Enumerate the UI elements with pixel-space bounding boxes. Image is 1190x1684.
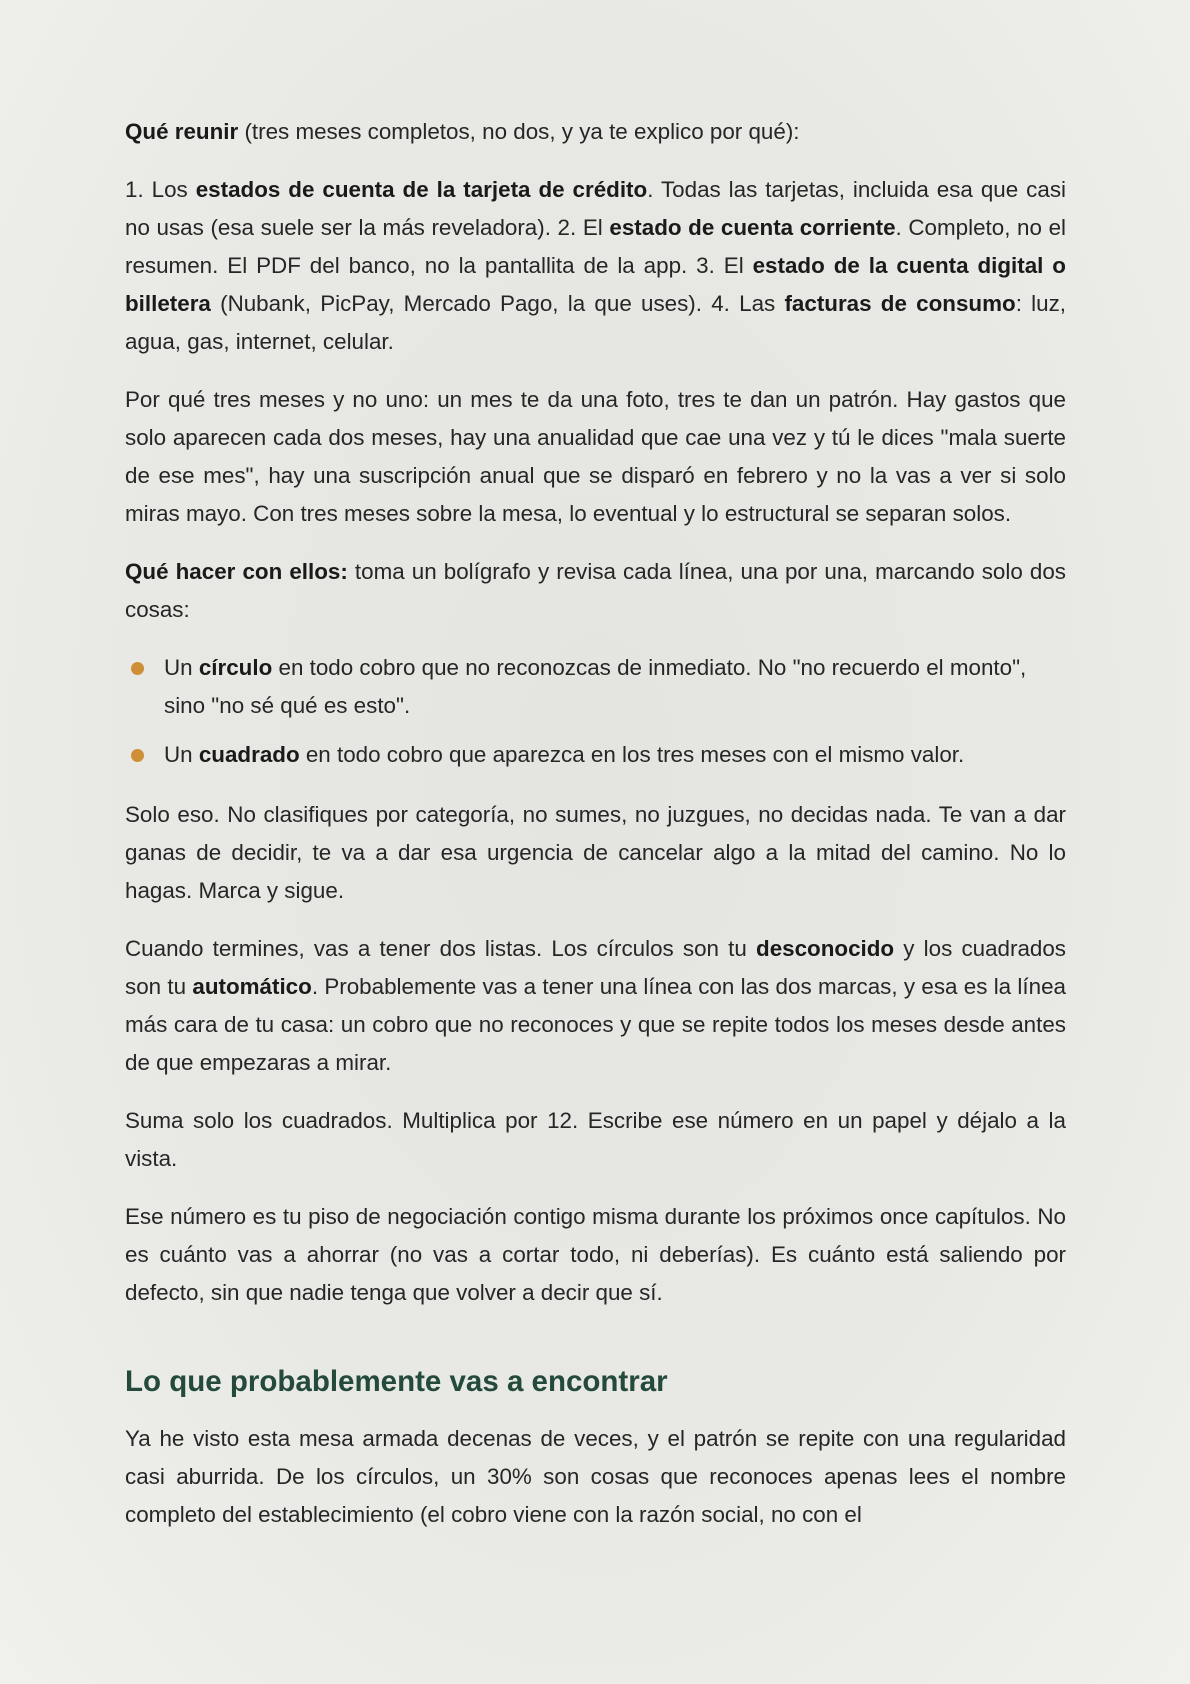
- text-run: : luz, agua, gas, internet, celular.: [125, 291, 1066, 354]
- bold-digital-wallet-statement: estado de la cuenta digital o billetera: [125, 253, 1066, 316]
- what-to-do-label: Qué hacer con ellos:: [125, 559, 348, 584]
- bullet-dot-icon: [131, 749, 144, 762]
- text-run: . Todas las tarjetas, incluida esa que casi no usas (esa suele ser la más reveladora). 2. El: [125, 177, 1066, 240]
- text-run: 1. Los: [125, 177, 196, 202]
- marking-bullet-list: [125, 649, 1066, 774]
- text-run: y los cuadrados son tu: [125, 936, 1067, 999]
- documents-list-paragraph: [125, 171, 1066, 361]
- closing-paragraph: Ya he visto esta mesa armada decenas de veces, y el patrón se repite con una regularidad casi aburrida. De los círculos, un 30% son cosas que reconoces apenas lees el nombre completo del establecimiento (el cobro viene con la razón social, no con el: [125, 1426, 1066, 1527]
- two-lists-paragraph: [125, 930, 1066, 1082]
- bold-automatic-term: automático: [192, 974, 312, 999]
- intro-text: (tres meses completos, no dos, y ya te explico por qué):: [238, 119, 800, 144]
- list-item: [125, 736, 1066, 774]
- bold-unknown-term: desconocido: [756, 936, 895, 961]
- sum-squares-paragraph: Suma solo los cuadrados. Multiplica por 12. Escribe ese número en un papel y déjalo a la vista.: [125, 1108, 1066, 1171]
- list-item: [125, 649, 1066, 725]
- text-run: en todo cobro que no reconozcas de inmediato. No "no recuerdo el monto", sino "no sé qué es esto".: [164, 655, 1027, 718]
- only-that-paragraph: Solo eso. No clasifiques por categoría, no sumes, no juzgues, no decidas nada. Te van a dar ganas de decidir, te va a dar esa urgencia de cancelar algo a la mitad del camino. No lo hagas. Marca y sigue.: [125, 802, 1066, 903]
- bold-circle-term: círculo: [198, 655, 273, 680]
- why-three-months-paragraph: Por qué tres meses y no uno: un mes te da una foto, tres te dan un patrón. Hay gastos que solo aparecen cada dos meses, hay una anualidad que cae una vez y tú le dices "mala suerte de ese mes", hay una suscripción anual que se disparó en febrero y no la vas a ver si solo miras mayo. Con tres meses sobre la mesa, lo eventual y lo estructural se separan solos.: [125, 387, 1066, 526]
- text-run: Un: [164, 655, 199, 680]
- what-to-do-paragraph: [125, 553, 1066, 629]
- intro-label: Qué reunir: [125, 119, 239, 144]
- text-run: . Completo, no el resumen. El PDF del banco, no la pantallita de la app. 3. El: [125, 215, 1067, 278]
- bold-square-term: cuadrado: [198, 742, 300, 767]
- floor-number-paragraph: Ese número es tu piso de negociación contigo misma durante los próximos once capítulos. No es cuánto vas a ahorrar (no vas a cortar todo, ni deberías). Es cuánto está saliendo por defecto, sin que nadie tenga que volver a decir que sí.: [125, 1204, 1066, 1305]
- document-body: [125, 113, 1066, 1554]
- bold-utility-bills: facturas de consumo: [784, 291, 1016, 316]
- text-run: . Probablemente vas a tener una línea con las dos marcas, y esa es la línea más cara de tu casa: un cobro que no reconoces y que se repite todos los meses desde antes de que empezaras a mirar.: [125, 974, 1066, 1075]
- intro-paragraph: [125, 113, 1066, 151]
- text-run: Cuando termines, vas a tener dos listas. Los círculos son tu: [125, 936, 757, 961]
- section-heading: Lo que probablemente vas a encontrar: [125, 1365, 668, 1398]
- text-run: (Nubank, PicPay, Mercado Pago, la que uses). 4. Las: [210, 291, 785, 316]
- bold-checking-statement: estado de cuenta corriente: [609, 215, 896, 240]
- bullet-dot-icon: [131, 662, 144, 675]
- what-to-do-text: toma un bolígrafo y revisa cada línea, una por una, marcando solo dos cosas:: [125, 559, 1066, 622]
- text-run: en todo cobro que aparezca en los tres meses con el mismo valor.: [299, 742, 965, 767]
- text-run: Un: [164, 742, 199, 767]
- bold-credit-card-statements: estados de cuenta de la tarjeta de crédito: [195, 177, 648, 202]
